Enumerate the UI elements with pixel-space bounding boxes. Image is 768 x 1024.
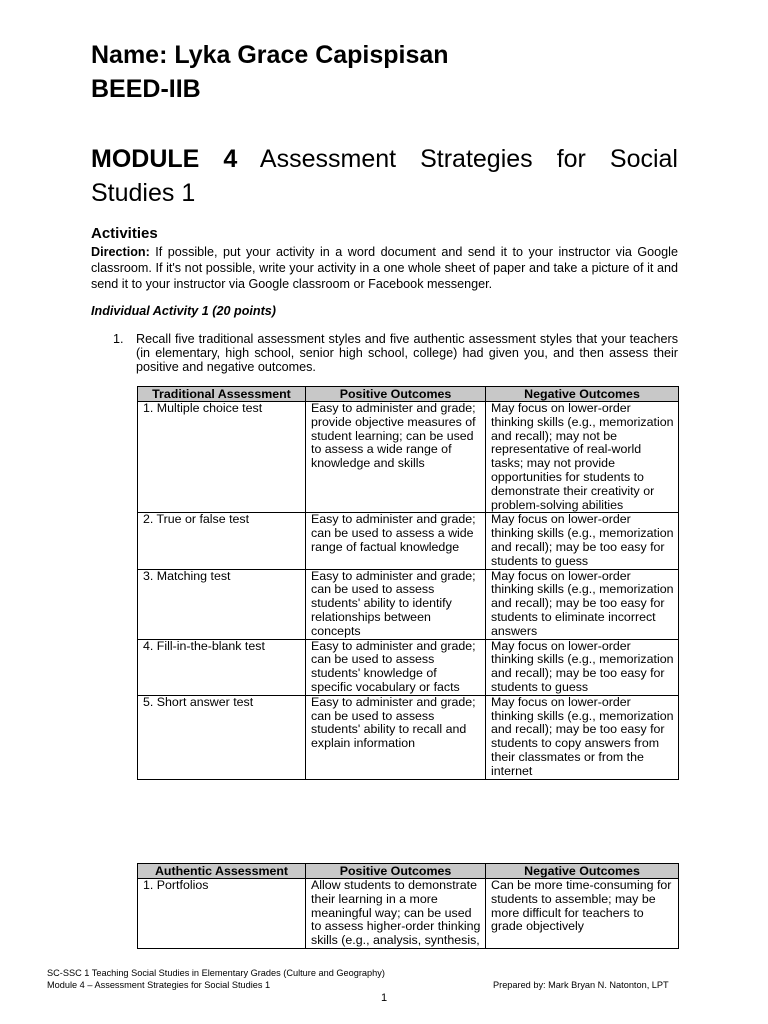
negative-outcome-cell: May focus on lower-order thinking skills (e.g., memorization and recall); may be too easy for students to guess [486,639,679,695]
assessment-cell: 1. Portfolios [138,879,306,949]
assessment-cell: 5. Short answer test [138,695,306,779]
table-header-row [138,864,679,879]
column-header: Positive Outcomes [306,387,486,402]
direction-label: Direction: [91,245,150,259]
module-title [91,142,678,210]
column-header: Negative Outcomes [486,387,679,402]
page-footer-left [47,967,385,991]
assessment-cell: 2. True or false test [138,513,306,569]
assessment-cell: 4. Fill-in-the-blank test [138,639,306,695]
column-header: Positive Outcomes [306,864,486,879]
module-label: MODULE 4 [91,145,238,173]
direction-paragraph [91,244,678,292]
assessment-cell: 3. Matching test [138,569,306,639]
assessment-cell: 1. Multiple choice test [138,402,306,513]
activities-heading: Activities [91,225,158,242]
positive-outcome-cell: Allow students to demonstrate their learning in a more meaningful way; can be used to assess higher-order thinking skills (e.g., analysis, synthesis, [306,879,486,949]
positive-outcome-cell: Easy to administer and grade; can be used to assess students' ability to identify relationships between concepts [306,569,486,639]
list-item-text: Recall five traditional assessment styles and five authentic assessment styles that your teachers (in elementary, high school, senior high school, college) had given you, and then assess their positive and negative outcomes. [136,332,678,374]
footer-module-line: Module 4 – Assessment Strategies for Social Studies 1 [47,980,271,990]
table-row [138,695,679,779]
table-header-row [138,387,679,402]
traditional-assessment-table [137,386,679,780]
page-number: 1 [380,992,388,1004]
column-header: Traditional Assessment [138,387,306,402]
column-header: Negative Outcomes [486,864,679,879]
direction-text: If possible, put your activity in a word document and send it to your instructor via Google classroom. If it's not possible, write your activity in a one whole sheet of paper and take a picture of it and send it to your instructor via Google classroom or Facebook messenger. [91,245,678,291]
negative-outcome-cell: May focus on lower-order thinking skills (e.g., memorization and recall); may be too easy for students to eliminate incorrect answers [486,569,679,639]
module-title-text: Assessment Strategies for Social Studies 1 [91,145,678,207]
table-row [138,879,679,949]
negative-outcome-cell: May focus on lower-order thinking skills (e.g., memorization and recall); may be too easy for students to copy answers from their classmates or from the internet [486,695,679,779]
positive-outcome-cell: Easy to administer and grade; can be used to assess students' knowledge of specific vocabulary or facts [306,639,486,695]
table-row [138,513,679,569]
column-header: Authentic Assessment [138,864,306,879]
table-row [138,639,679,695]
positive-outcome-cell: Easy to administer and grade; can be used to assess a wide range of factual knowledge [306,513,486,569]
authentic-assessment-table [137,863,679,949]
footer-course-line: SC-SSC 1 Teaching Social Studies in Elementary Grades (Culture and Geography) [47,968,385,978]
student-section: BEED-IIB [91,75,201,103]
positive-outcome-cell: Easy to administer and grade; provide objective measures of student learning; can be used to assess a wide range of knowledge and skills [306,402,486,513]
table-row [138,402,679,513]
negative-outcome-cell: May focus on lower-order thinking skills (e.g., memorization and recall); may not be representative of real-world tasks; may not provide opportunities for students to demonstrate their creativity or problem-solving abilities [486,402,679,513]
student-name: Name: Lyka Grace Capispisan [91,41,449,69]
footer-prepared-by: Prepared by: Mark Bryan N. Natonton, LPT [493,980,669,990]
negative-outcome-cell: Can be more time-consuming for students to assemble; may be more difficult for teachers to grade objectively [486,879,679,949]
positive-outcome-cell: Easy to administer and grade; can be used to assess students' ability to recall and explain information [306,695,486,779]
table-row [138,569,679,639]
individual-activity-title: Individual Activity 1 (20 points) [91,304,276,318]
list-item-number: 1. [113,332,124,346]
negative-outcome-cell: May focus on lower-order thinking skills (e.g., memorization and recall); may be too easy for students to guess [486,513,679,569]
